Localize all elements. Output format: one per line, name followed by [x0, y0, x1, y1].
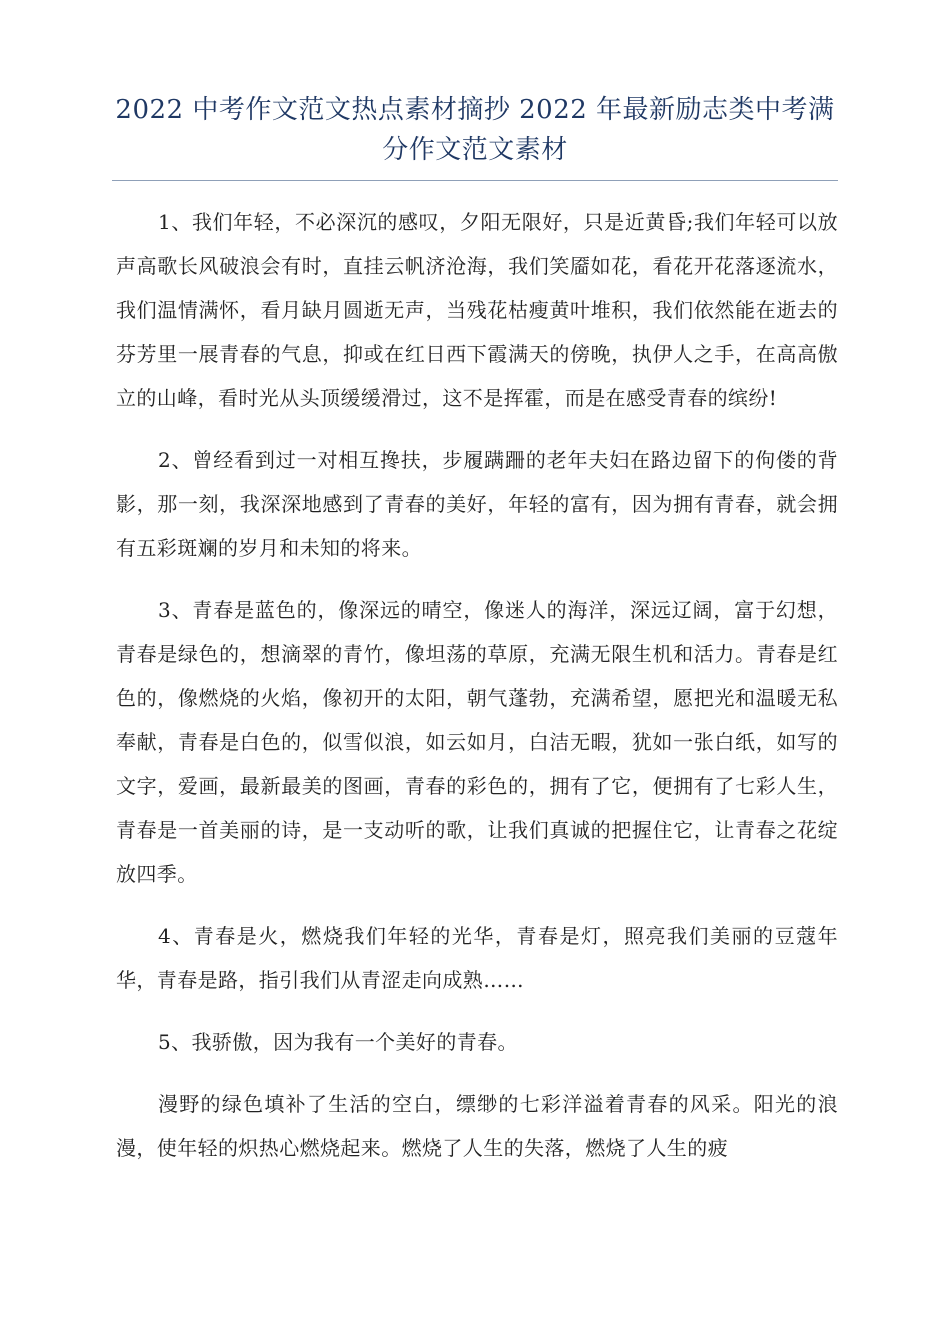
title-divider — [112, 180, 838, 181]
document-body — [116, 200, 838, 1188]
document-title: 2022 中考作文范文热点素材摘抄 2022 年最新励志类中考满分作文范文素材 — [115, 95, 835, 165]
paragraph-6: 漫野的绿色填补了生活的空白，缥缈的七彩洋溢着青春的风采。阳光的浪漫，使年轻的炽热心燃烧起来。燃烧了人生的失落，燃烧了人生的疲 — [116, 1092, 838, 1160]
paragraph-3: 3、青春是蓝色的，像深远的晴空，像迷人的海洋，深远辽阔，富于幻想，青春是绿色的，想滴翠的青竹，像坦荡的草原，充满无限生机和活力。青春是红色的，像燃烧的火焰，像初开的太阳，朝气蓬勃，充满希望，愿把光和温暖无私奉献，青春是白色的，似雪似浪，如云如月，白洁无暇，犹如一张白纸，如写的文字，爱画，最新最美的图画，青春的彩色的，拥有了它，便拥有了七彩人生，青春是一首美丽的诗，是一支动听的歌，让我们真诚的把握住它，让青春之花绽放四季。 — [116, 598, 838, 886]
paragraph-5: 5、我骄傲，因为我有一个美好的青春。 — [158, 1030, 518, 1054]
paragraph-1: 1、我们年轻，不必深沉的感叹，夕阳无限好，只是近黄昏;我们年轻可以放声高歌长风破浪会有时，直挂云帆济沧海，我们笑靥如花，看花开花落逐流水，我们温情满怀，看月缺月圆逝无声，当残花枯瘦黄叶堆积，我们依然能在逝去的芬芳里一展青春的气息，抑或在红日西下霞满天的傍晚，执伊人之手，在高高傲立的山峰，看时光从头顶缓缓滑过，这不是挥霍，而是在感受青春的缤纷! — [116, 210, 838, 410]
paragraph-4: 4、青春是火，燃烧我们年轻的光华，青春是灯，照亮我们美丽的豆蔻年华，青春是路，指引我们从青涩走向成熟…… — [116, 924, 838, 992]
paragraph-2: 2、曾经看到过一对相互搀扶，步履蹒跚的老年夫妇在路边留下的佝偻的背影，那一刻，我深深地感到了青春的美好，年轻的富有，因为拥有青春，就会拥有五彩斑斓的岁月和未知的将来。 — [116, 448, 838, 560]
